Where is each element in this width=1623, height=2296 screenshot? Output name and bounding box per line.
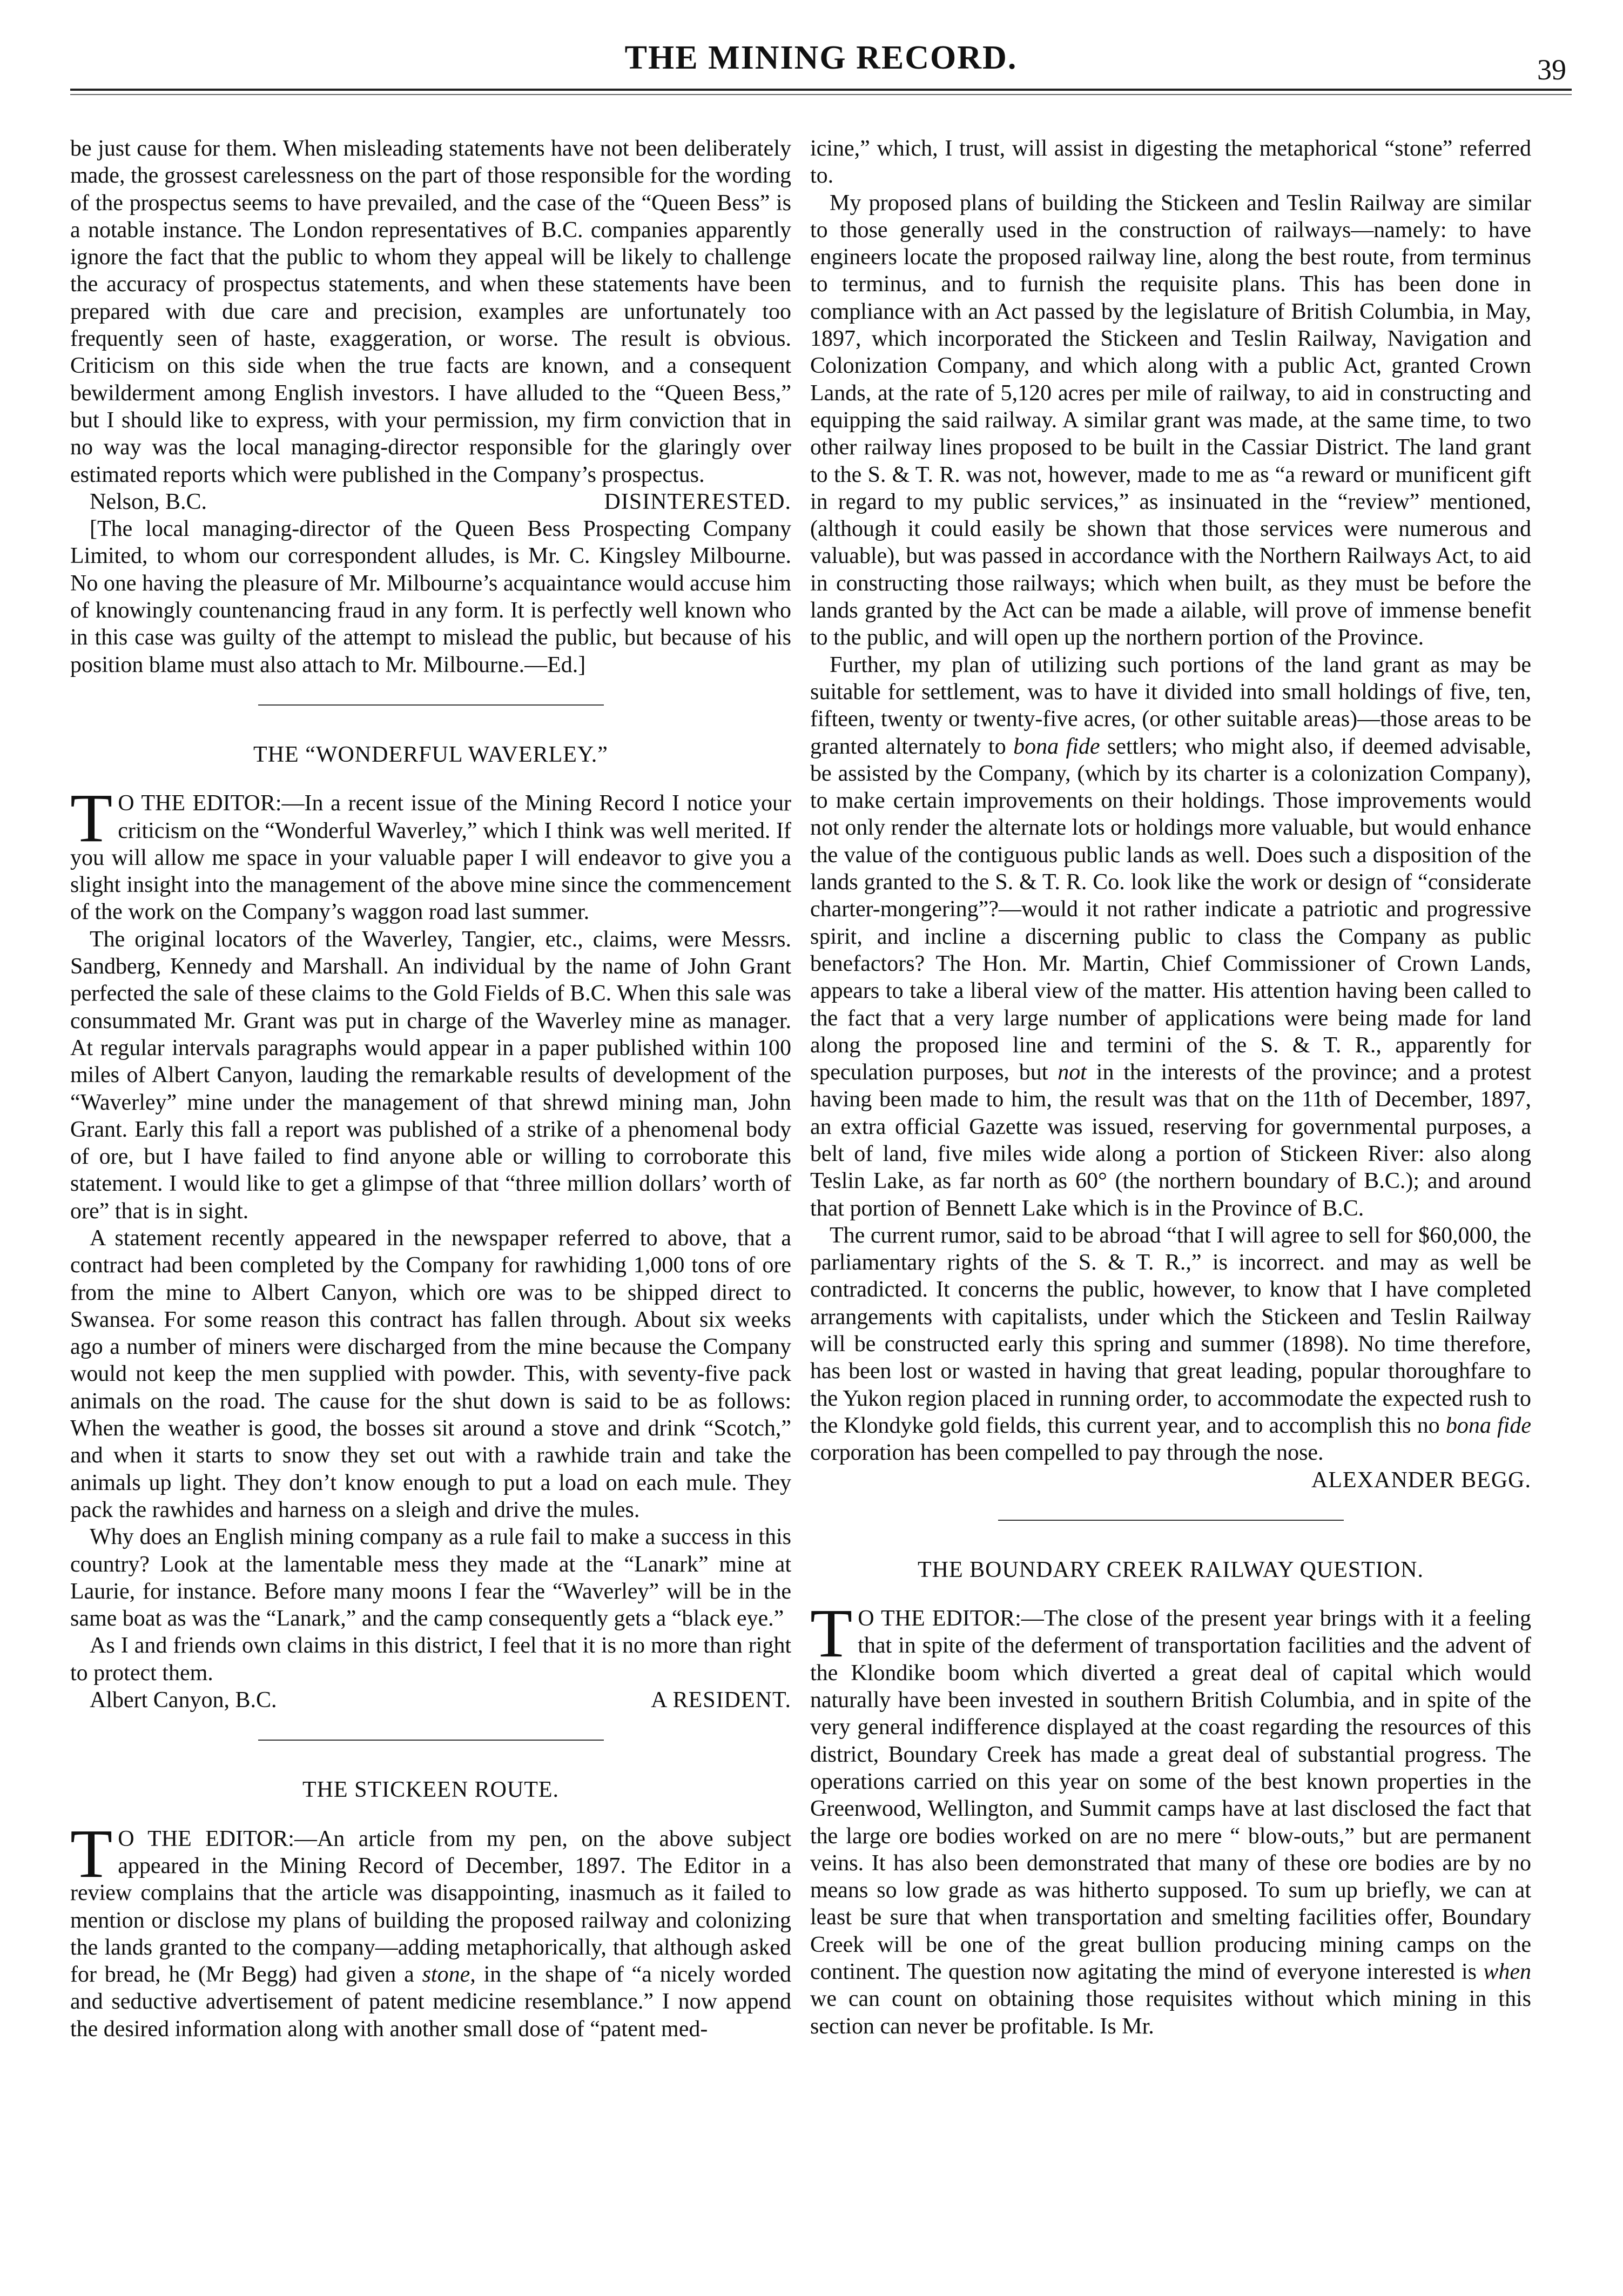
stickeen-p3-text-b: settlers; who might also, if deemed advisable, be assisted by the Company, (which by its charter is a colonization Company), to make certain improvements on their holdings. Those improvements would not only render the alternate lots or holdings more valuable, but would enhance the value of the contiguous public lands as well. Does such a disposition of the lands granted to the S. & T. R. Co. look like the work or design of “considerate charter-mongering”?—would it not rather indicate a patriotic and progressive spirit, and incline a discerning public to class the Company as public benefactors? The Hon. Mr. Martin, Chief Commissioner of Crown Lands, appears to take a liberal view of the matter. His attention having been called to the fact that a very large number of applications were being made for land along the proposed line and termini of the S. & T. R., apparently for speculation purposes, but <box>810 734 1531 1085</box>
stickeen-paragraph-4 <box>810 1222 1531 1467</box>
waverley-paragraph-5: As I and friends own claims in this district, I feel that it is no more than right to protect them. <box>70 1633 791 1686</box>
stickeen-p3-text-a: Further, my plan of utilizing such portions of the land grant as may be suitable for settlement, was to have it divided into small holdings of five, ten, fifteen, twenty or twenty-five acres, (or other suitable areas)—those areas to be granted alternately to <box>810 652 1531 759</box>
stickeen-signature: ALEXANDER BEGG. <box>1311 1467 1531 1493</box>
stickeen-p4-text-b: corporation has been compelled to pay through the nose. <box>810 1440 1324 1466</box>
waverley-signature: A RESIDENT. <box>651 1688 791 1713</box>
stickeen-p3-text-c: in the interests of the province; and a protest having been made to him, the result was that on the 11th of December, 1897, an extra official Gazette was issued, reserving for governmental purposes, a belt of land, five miles wide along a portion of Stickeen River: also along Teslin Lake, as far north as 60° (the northern boundary of B.C.); and around that portion of Bennett Lake which is in the Province of B.C. <box>810 1060 1531 1221</box>
waverley-signoff <box>70 1687 791 1714</box>
boundary-p1-text-b: we can count on obtaining those requisites without which mining in this section can never be profitable. Is Mr. <box>810 1986 1531 2039</box>
page-header <box>70 39 1572 104</box>
stickeen-p4-bona-fide: bona fide <box>1445 1413 1531 1438</box>
editor-note: [The local managing-director of the Queen Bess Prospecting Company Limited, to whom our correspondent alludes, is Mr. C. Kingsley Milbourne. No one having the pleasure of Mr. Milbourne’s acquaintance would accuse him of knowingly countenancing fraud in any form. It is perfectly well known who in this case was guilty of the attempt to mislead the public, but because of his position blame must also attach to Mr. Milbourne.—Ed.] <box>70 516 791 677</box>
boundary-heading: THE BOUNDARY CREEK RAILWAY QUESTION. <box>917 1557 1424 1582</box>
stickeen-paragraph-2: My proposed plans of building the Stickeen and Teslin Railway are similar to those generally used in the construction of railways—namely: to have engineers locate the proposed railway line, along the best route, from terminus to terminus, and to furnish the requisite plans. This has been done in compliance with an Act passed by the legislature of British Columbia, in May, 1897, which incorporated the Stickeen and Teslin Railway, Navigation and Colonization Company, and which along with a public Act, granted Crown Lands, at the rate of 5,120 acres per mile of railway, to aid in constructing and equipping the said railway. A similar grant was made, at the same time, to two other railway lines proposed to be built in the Cassiar District. The land grant to the S. & T. R. was not, however, made to me as “a reward or munificent gift in regard to my public services,” as insinuated in the “review” mentioned, (although it could easily be shown that those services were numerous and valuable), but was passed in accordance with the Northern Railways Act, to aid in constructing those railways; which when built, as they must be before the lands granted by the Act can be made a ailable, will prove of immense benefit to the public, and will open up the northern portion of the Province. <box>810 190 1531 650</box>
waverley-paragraph-3: A statement recently appeared in the newspaper referred to above, that a contract had been completed by the Company for rawhiding 1,000 tons of ore from the mine to Albert Canyon, which ore was to be shipped direct to Swansea. For some reason this contract has fallen through. About six weeks ago a number of miners were discharged from the mine because the Company would not keep the men supplied with powder. This, with seventy-five pack animals on the road. The cause for the shut down is said to be as follows: When the weather is good, the bosses sit around a stove and drink “Scotch,” and when it starts to snow they set out with a rawhide train and take the animals up light. They don’t know enough to put a load on each mule. They pack the rawhides and harness on a sleigh and drive the mules. <box>70 1225 791 1522</box>
waverley-paragraph-2: The original locators of the Waverley, Tangier, etc., claims, were Messrs. Sandberg, Kennedy and Marshall. An individual by the name of John Grant perfected the sale of these claims to the Gold Fields of B.C. When this sale was consummated Mr. Grant was put in charge of the Waverley mine as manager. At regular intervals paragraphs would appear in a paper published within 100 miles of Albert Canyon, lauding the remarkable results of development of the “Waverley” mine under the management of that shrewd mining man, John Grant. Early this fall a report was published of a strike of a phenomenal body of ore, but I have failed to find anyone able or willing to corroborate this statement. I would like to get a glimpse of that “three million dollars’ worth of ore” that is in sight. <box>70 927 791 1224</box>
disinterested-place: Nelson, B.C. <box>90 489 207 514</box>
waverley-dropcap: T <box>70 780 113 857</box>
right-column <box>810 135 1531 2040</box>
waverley-paragraph-1-text: O THE EDITOR:—In a recent issue of the Mining Record I notice your criticism on the “Wonderful Waverley,” which I think was well merited. If you will allow me space in your valuable paper I will endeavor to give you a slight insight into the management of the above mine since the commencement of the work on the Company’s waggon road last summer. <box>70 791 791 925</box>
section-divider <box>258 1740 604 1741</box>
running-title: THE MINING RECORD. <box>624 39 1018 76</box>
stickeen-paragraph-1-text-b: in the shape of “a nicely worded and seductive advertisement of patent medicine resemblance.” I now append the desired information along with another small dose of “patent med- <box>70 1962 791 2042</box>
page-number: 39 <box>1537 53 1566 86</box>
waverley-place: Albert Canyon, B.C. <box>90 1688 277 1713</box>
boundary-dropcap: T <box>810 1595 853 1672</box>
boundary-paragraph-1 <box>810 1595 1531 2040</box>
stickeen-signoff <box>810 1467 1531 1494</box>
stickeen-paragraph-1 <box>70 1815 791 2043</box>
stickeen-heading: THE STICKEEN ROUTE. <box>302 1777 560 1803</box>
header-rule-thin <box>70 94 1572 95</box>
stickeen-paragraph-1-text-a: O THE EDITOR:—An article from my pen, on the above subject appeared in the Mining Record of December, 1897. The Editor in a review complains that the article was disappointing, inasmuch as it failed to mention or disclose my plans of building the proposed railway and colonizing the lands granted to the company—adding metaphorically, that although asked for bread, he (Mr Begg) had given a <box>70 1826 791 1988</box>
waverley-heading: THE “WONDERFUL WAVERLEY.” <box>253 742 608 767</box>
stickeen-paragraph-3 <box>810 652 1531 1222</box>
disinterested-signature: DISINTERESTED. <box>604 489 791 514</box>
boundary-p1-when: when <box>1483 1959 1531 1984</box>
waverley-paragraph-1 <box>70 780 791 925</box>
disinterested-letter-text: be just cause for them. When misleading statements have not been deliberately made, the grossest carelessness on the part of those responsible for the wording of the prospectus seems to have prevailed, and the case of the “Queen Bess” is a notable instance. The London representatives of B.C. companies apparently ignore the fact that the public to whom they appeal will be likely to challenge the accuracy of prospectus statements, and when these statements have been prepared with due care and precision, examples are unfortunately too frequently seen of haste, exaggeration, or worse. The result is obvious. Criticism on this side when the true facts are known, and a consequent bewilderment among English investors. I have alluded to the “Queen Bess,” but I should like to express, with your permission, my firm conviction that in no way was the local managing-director responsible for the glaringly over estimated reports which were published in the Company’s prospectus. <box>70 136 791 487</box>
stickeen-p3-not: not <box>1058 1060 1087 1085</box>
stickeen-p3-bona-fide: bona fide <box>1013 734 1100 759</box>
waverley-paragraph-4: Why does an English mining company as a rule fail to make a success in this country? Look at the lamentable mess they made at the “Lanark” mine at Laurie, for instance. Before many moons I fear the “Waverley” will be in the same boat as was the “Lanark,” and the camp consequently gets a “black eye.” <box>70 1525 791 1632</box>
header-rule <box>70 89 1572 91</box>
section-divider <box>258 704 604 706</box>
stickeen-stone-word: stone, <box>422 1962 476 1988</box>
stickeen-dropcap: T <box>70 1815 113 1892</box>
boundary-p1-text-a: O THE EDITOR:—The close of the present year brings with it a feeling that in spite of the deferment of transportation facilities and the advent of the Klondike boom which diverted a great deal of capital which would naturally have been invested in southern British Columbia, and in spite of the very general indifference displayed at the coast regarding the resources of this district, Boundary Creek has made a great deal of substantial progress. The operations carried on this year on some of the best known properties in the Greenwood, Wellington, and Summit camps have at last disclosed the fact that the large ore bodies worked on are no mere “ blow-outs,” but are permanent veins. It has also been demonstrated that many of these ore bodies are by no means so low grade as was hitherto supposed. To sum up briefly, we can at least be sure that when transportation and smelting facilities offer, Boundary Creek will be one of the great bullion producing mining camps on the continent. The question now agitating the mind of everyone interested is <box>810 1606 1531 1984</box>
stickeen-continuation: icine,” which, I trust, will assist in digesting the metaphorical “stone” referred to. <box>810 136 1531 189</box>
stickeen-p4-text-a: The current rumor, said to be abroad “that I will agree to sell for $60,000, the parliamentary rights of the S. & T. R.,” is incorrect. and may as well be contradicted. It concerns the public, however, to know that I have completed arrangements with capitalists, under which the Stickeen and Teslin Railway will be constructed early this spring and summer (1898). No time therefore, has been lost or wasted in having that great leading, popular thoroughfare to the Yukon region placed in running order, to accommodate the expected rush to the Klondyke gold fields, this current year, and to accomplish this no <box>810 1223 1531 1438</box>
left-column <box>70 135 791 2043</box>
section-divider <box>998 1520 1344 1521</box>
disinterested-signoff <box>70 488 791 515</box>
